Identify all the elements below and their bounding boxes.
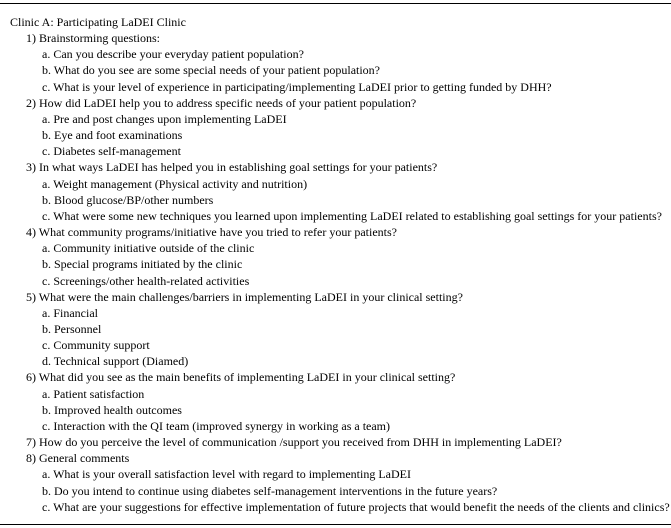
question-1: 1) Brainstorming questions: [26, 31, 160, 46]
sub-question: b. Blood glucose/BP/other numbers [42, 192, 214, 207]
sub-question: b. Improved health outcomes [42, 402, 182, 417]
sub-question: d. Technical support (Diamed) [42, 354, 189, 369]
sub-question: c. What is your level of experience in participating/implementing LaDEI prior to getting funded by DHH? [42, 79, 552, 94]
sub-question: a. Patient satisfaction [42, 386, 145, 401]
sub-question: a. What is your overall satisfaction level with regard to implementing LaDEI [42, 467, 411, 482]
sub-question: c. Interaction with the QI team (improved synergy in working as a team) [42, 418, 391, 433]
sub-question: b. What do you see are some special needs of your patient population? [42, 63, 381, 78]
sub-question: a. Community initiative outside of the clinic [42, 241, 255, 256]
question-3: 3) In what ways LaDEI has helped you in establishing goal settings for your patients? [26, 160, 438, 175]
sub-question: c. What were some new techniques you learned upon implementing LaDEI related to establishing goal settings for your patients? [42, 208, 662, 223]
bottom-rule [0, 524, 671, 525]
sub-question: a. Pre and post changes upon implementing LaDEI [42, 111, 287, 126]
sub-question: b. Eye and foot examinations [42, 128, 183, 143]
question-4: 4) What community programs/initiative have you tried to refer your patients? [26, 225, 398, 240]
questionnaire [0, 14, 671, 515]
sub-question: b. Personnel [42, 321, 102, 336]
sub-question: b. Do you intend to continue using diabetes self-management interventions in the future years? [42, 483, 498, 498]
sub-question: c. Screenings/other health-related activities [42, 273, 250, 288]
question-6: 6) What did you see as the main benefits of implementing LaDEI in your clinical setting? [26, 370, 456, 385]
sub-question: a. Financial [42, 305, 98, 320]
top-rule [0, 3, 671, 4]
question-2: 2) How did LaDEI help you to address specific needs of your patient population? [26, 95, 417, 110]
sub-question: a. Weight management (Physical activity and nutrition) [42, 176, 308, 191]
document-title: Clinic A: Participating LaDEI Clinic [10, 15, 186, 29]
question-5: 5) What were the main challenges/barriers in implementing LaDEI in your clinical setting? [26, 289, 463, 304]
sub-question: b. Special programs initiated by the clinic [42, 257, 243, 272]
sub-question: c. What are your suggestions for effective implementation of future projects that would benefit the needs of the clients and clinics? [42, 499, 670, 514]
sub-question: c. Diabetes self-management [42, 144, 181, 159]
sub-question: c. Community support [42, 338, 150, 353]
sub-question: a. Can you describe your everyday patient population? [42, 47, 304, 62]
question-8: 8) General comments [26, 451, 130, 466]
question-7: 7) How do you perceive the level of communication /support you received from DHH in implementing LaDEI? [26, 435, 562, 450]
